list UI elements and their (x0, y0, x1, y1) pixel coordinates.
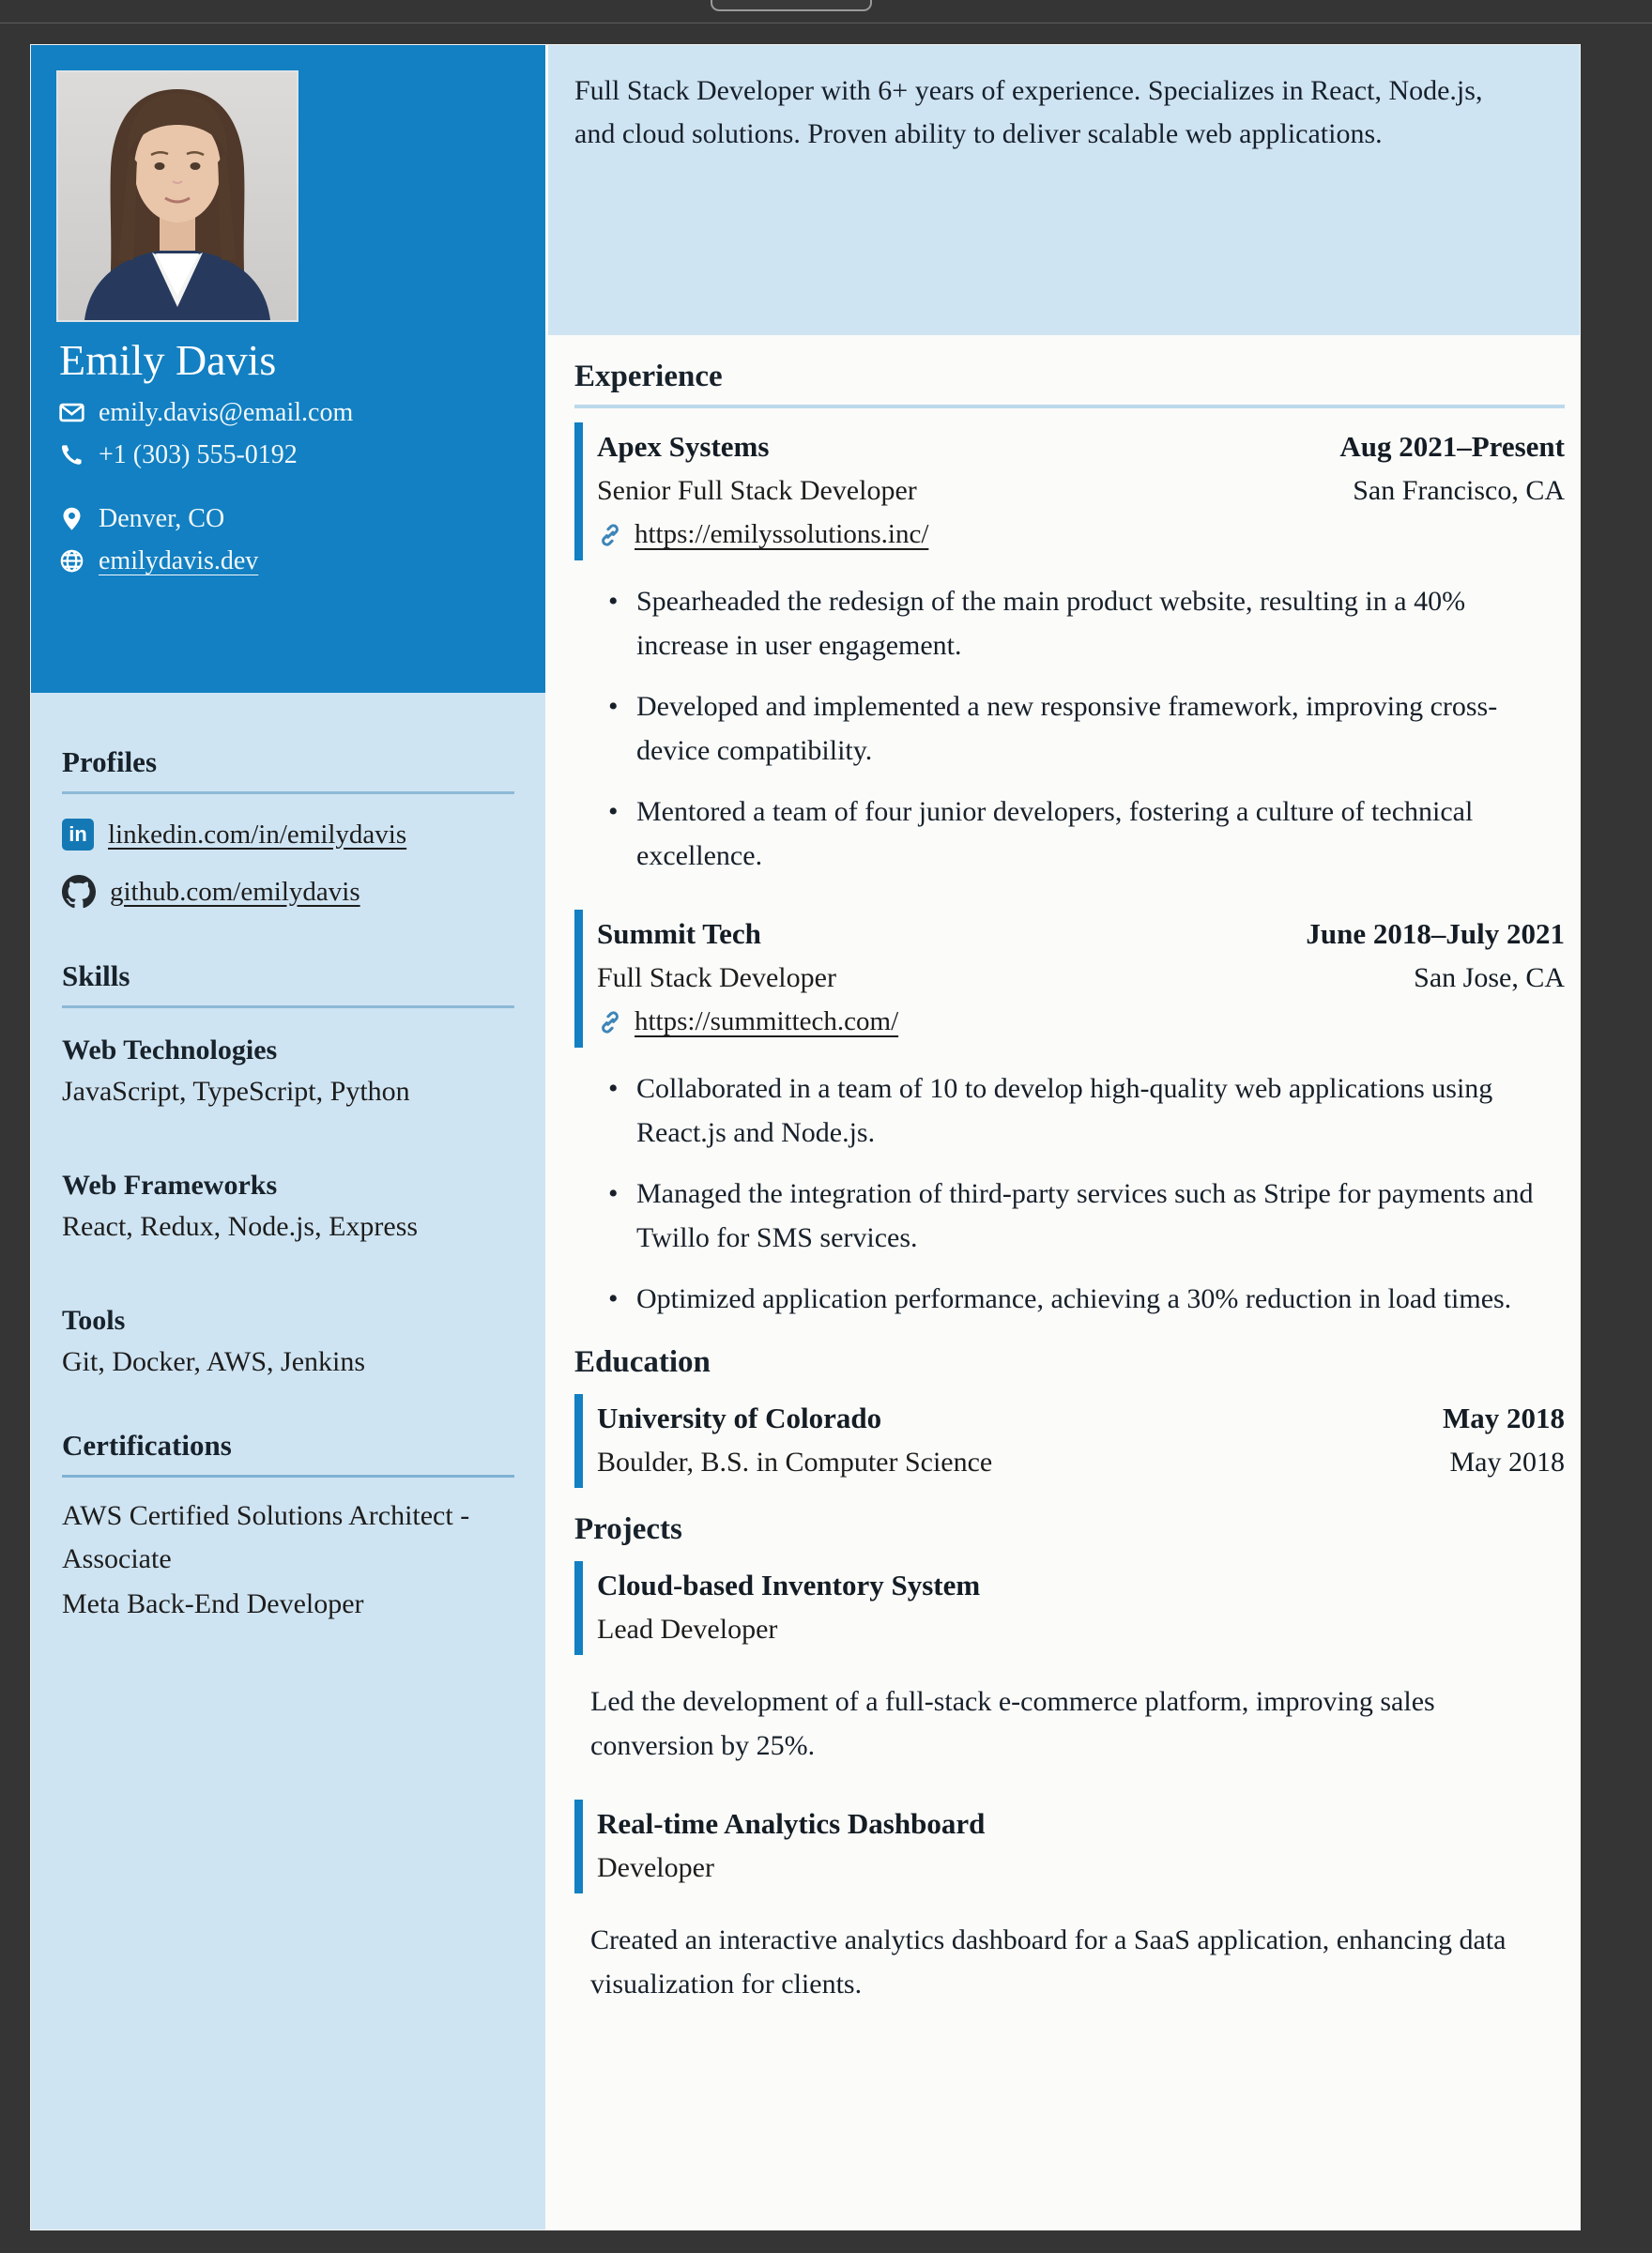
contact-email: emily.davis@email.com (99, 397, 354, 427)
skill-group (62, 1170, 514, 1243)
project-entry-header (574, 1561, 1565, 1655)
floating-control-partial[interactable] (711, 0, 872, 11)
experience-highlights (574, 1066, 1565, 1321)
skill-group-name: Web Technologies (62, 1035, 278, 1065)
certification-item: Meta Back-End Developer (62, 1588, 364, 1619)
experience-highlights (574, 579, 1565, 878)
resume-page (31, 45, 1580, 2230)
company-location: San Francisco, CA (1353, 475, 1565, 506)
link-icon (597, 522, 623, 548)
main-column (545, 45, 1580, 2230)
sidebar-header-panel (31, 45, 545, 693)
skill-group-keywords: React, Redux, Node.js, Express (62, 1211, 419, 1242)
position-title: Senior Full Stack Developer (597, 475, 917, 506)
contact-location-row (59, 504, 517, 534)
email-icon (59, 400, 84, 425)
sidebar (31, 45, 545, 2230)
education-heading: Education (574, 1345, 711, 1379)
highlight-item: • Optimized application performance, achieving a 30% reduction in load times. (608, 1277, 1537, 1321)
employment-dates: June 2018–July 2021 (1306, 917, 1565, 950)
company-name: Apex Systems (597, 430, 770, 463)
highlight-item: • Spearheaded the redesign of the main product website, resulting in a 40% increase in user engagement. (608, 579, 1537, 667)
name: Emily Davis (59, 336, 277, 384)
contact-website-row (59, 546, 517, 576)
project-role: Lead Developer (597, 1614, 778, 1645)
summary-panel (548, 45, 1580, 335)
github-icon (62, 875, 96, 909)
company-url-link[interactable]: https://summittech.com/ (635, 1006, 899, 1036)
highlight-item: • Managed the integration of third-party services such as Stripe for payments and Twillo for SMS services. (608, 1172, 1537, 1260)
main-content (548, 360, 1580, 2006)
profiles-heading: Profiles (62, 745, 514, 794)
linkedin-link[interactable]: linkedin.com/in/emilydavis (108, 819, 407, 850)
location-pin-icon (59, 506, 84, 531)
position-title: Full Stack Developer (597, 962, 836, 993)
project-entry-header (574, 1800, 1565, 1893)
highlight-item: • Collaborated in a team of 10 to develop high-quality web applications using React.js and Node.js. (608, 1066, 1537, 1155)
company-name: Summit Tech (597, 917, 761, 950)
contact-location: Denver, CO (99, 503, 225, 533)
institution-name: University of Colorado (597, 1402, 882, 1434)
employment-dates: Aug 2021–Present (1339, 430, 1565, 463)
website-link[interactable]: emilydavis.dev (99, 545, 259, 575)
graduation-date: May 2018 (1449, 1447, 1565, 1478)
project-role: Developer (597, 1852, 714, 1883)
company-location: San Jose, CA (1414, 962, 1565, 993)
profile-linkedin-row (62, 819, 517, 851)
experience-entry-header (574, 422, 1565, 560)
profile-photo (56, 70, 298, 322)
contact-list (59, 398, 517, 576)
project-name: Real-time Analytics Dashboard (597, 1807, 986, 1840)
degree-details: Boulder, B.S. in Computer Science (597, 1447, 993, 1478)
company-url-link[interactable]: https://emilyssolutions.inc/ (635, 519, 929, 549)
summary-text: Full Stack Developer with 6+ years of experience. Specializes in React, Node.js, and cloud solutions. Proven ability to deliver scalable web applications. (574, 75, 1483, 149)
highlight-item: • Developed and implemented a new responsive framework, improving cross-device compatibility. (608, 684, 1537, 773)
project-name: Cloud-based Inventory System (597, 1569, 981, 1602)
skill-group-name: Web Frameworks (62, 1170, 278, 1201)
contact-phone-row (59, 440, 517, 470)
experience-heading: Experience (574, 360, 1565, 408)
globe-icon (59, 548, 84, 574)
profile-github-row (62, 875, 517, 909)
phone-icon (59, 442, 84, 467)
project-description: Led the development of a full-stack e-commerce platform, improving sales conversion by 25%. (590, 1686, 1435, 1761)
certifications-heading: Certifications (62, 1429, 514, 1478)
certification-item: AWS Certified Solutions Architect - Associate (62, 1500, 470, 1574)
skills-heading: Skills (62, 959, 514, 1008)
graduation-date: May 2018 (1442, 1402, 1565, 1434)
github-link[interactable]: github.com/emilydavis (110, 876, 360, 907)
contact-email-row (59, 398, 517, 428)
skill-group-keywords: Git, Docker, AWS, Jenkins (62, 1346, 366, 1377)
education-entry (574, 1394, 1565, 1488)
highlight-item: • Mentored a team of four junior developers, fostering a culture of technical excellence. (608, 789, 1537, 878)
skill-group-keywords: JavaScript, TypeScript, Python (62, 1076, 410, 1107)
skill-group-name: Tools (62, 1305, 126, 1336)
sidebar-body-panel (31, 693, 545, 2230)
experience-entry-header (574, 910, 1565, 1048)
portrait-illustration (58, 72, 297, 320)
link-icon (597, 1009, 623, 1035)
linkedin-icon: in (62, 819, 94, 851)
skill-group (62, 1035, 514, 1108)
project-description: Created an interactive analytics dashboard for a SaaS application, enhancing data visualization for clients. (590, 1924, 1507, 2000)
skill-group (62, 1305, 514, 1378)
contact-phone: +1 (303) 555-0192 (99, 439, 298, 469)
projects-heading: Projects (574, 1512, 682, 1546)
